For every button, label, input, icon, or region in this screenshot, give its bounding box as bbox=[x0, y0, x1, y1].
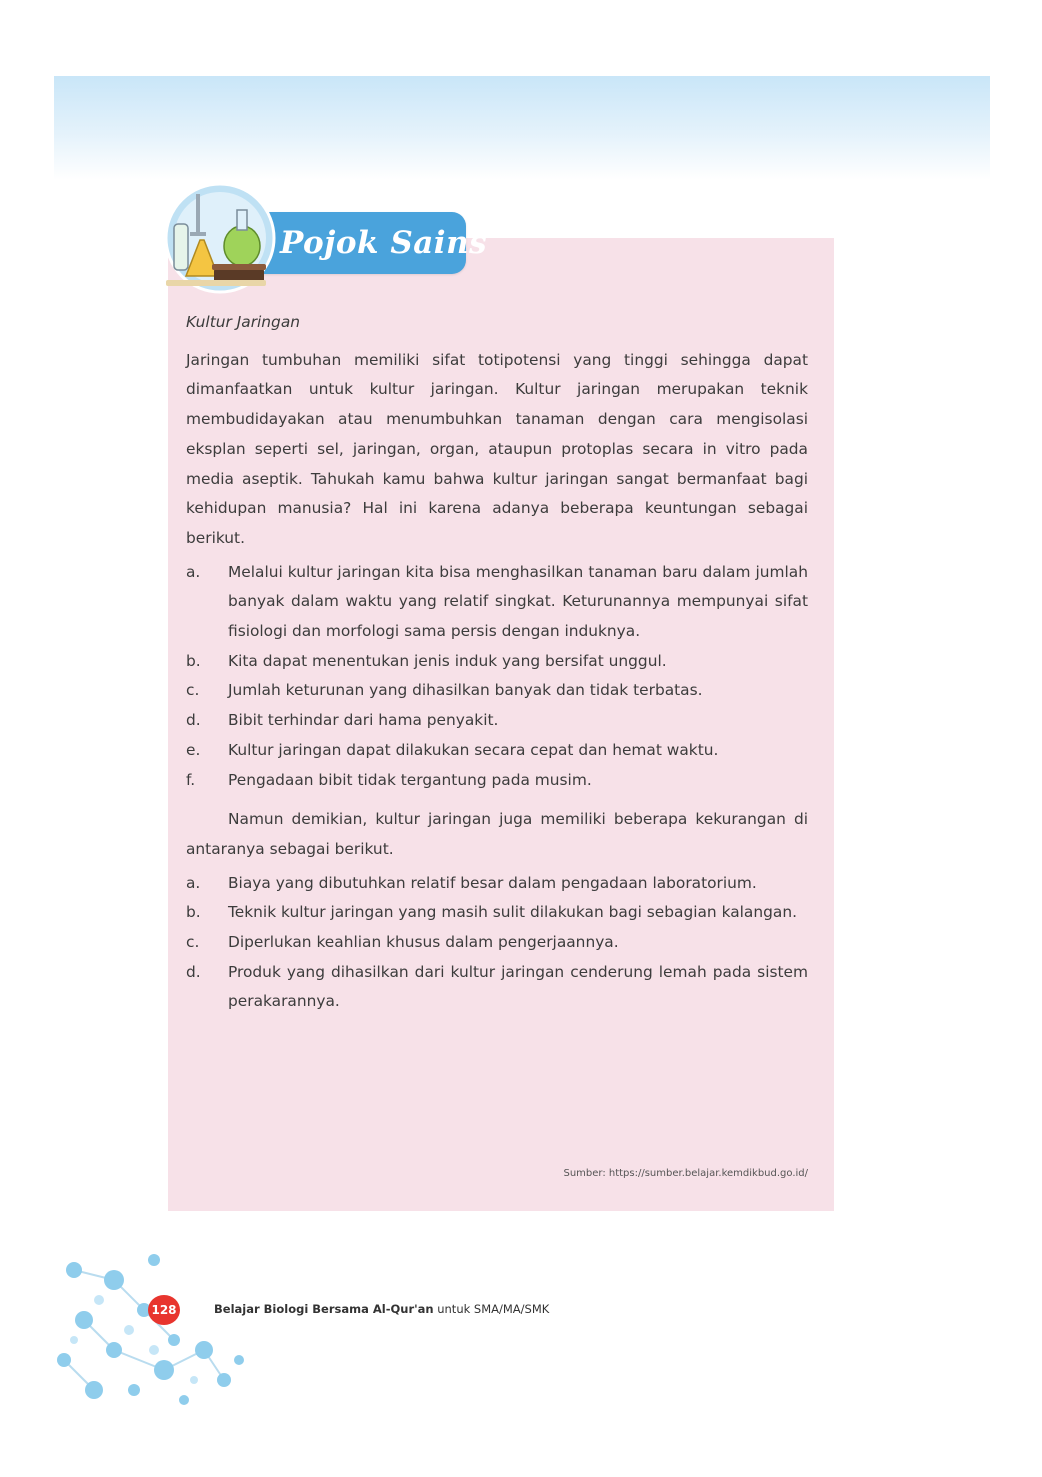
list-text: Kita dapat menentukan jenis induk yang bersifat unggul. bbox=[228, 651, 667, 670]
book-title-bold: Belajar Biologi Bersama Al-Qur'an bbox=[214, 1302, 434, 1316]
advantages-list bbox=[186, 558, 808, 796]
list-letter: a. bbox=[186, 562, 201, 581]
page-number-badge: 128 bbox=[148, 1295, 180, 1325]
list-item bbox=[186, 647, 808, 677]
list-letter: c. bbox=[186, 681, 200, 700]
list-text: Jumlah keturunan yang dihasilkan banyak dan tidak terbatas. bbox=[228, 681, 703, 700]
list-text: Melalui kultur jaringan kita bisa menghasilkan tanaman baru dalam jumlah banyak dalam waktu yang relatif singkat. Keturunannya mempunyai sifat fisiologi dan morfologi sama persis dengan induknya. bbox=[228, 562, 808, 641]
list-item bbox=[186, 558, 808, 647]
list-text: Kultur jaringan dapat dilakukan secara cepat dan hemat waktu. bbox=[228, 740, 719, 759]
list-letter: b. bbox=[186, 903, 201, 922]
list-text: Bibit terhindar dari hama penyakit. bbox=[228, 711, 499, 730]
list-item bbox=[186, 869, 808, 899]
top-header-band bbox=[54, 76, 990, 180]
intro-paragraph: Jaringan tumbuhan memiliki sifat totipotensi yang tinggi sehingga dapat dimanfaatkan untuk kultur jaringan. Kultur jaringan merupakan teknik membudidayakan atau menumbuhkan tanaman dengan cara mengisolasi eksplan seperti sel, jaringan, organ, ataupun protoplas secara in vitro pada media aseptik. Tahukah kamu bahwa kultur jaringan sangat bermanfaat bagi kehidupan manusia? Hal ini karena adanya beberapa keuntungan sebagai berikut. bbox=[186, 350, 808, 547]
list-item bbox=[186, 736, 808, 766]
disadvantages-list bbox=[186, 869, 808, 1018]
list-text: Diperlukan keahlian khusus dalam pengerjaannya. bbox=[228, 933, 619, 952]
list-item bbox=[186, 928, 808, 958]
list-letter: d. bbox=[186, 711, 201, 730]
list-letter: f. bbox=[186, 770, 196, 789]
lab-glassware-icon bbox=[160, 180, 278, 298]
list-text: Biaya yang dibutuhkan relatif besar dalam pengadaan laboratorium. bbox=[228, 873, 757, 892]
list-item bbox=[186, 676, 808, 706]
article-subtitle: Kultur Jaringan bbox=[186, 313, 301, 331]
footer-book-title bbox=[214, 1300, 549, 1318]
section-header-title: Pojok Sains bbox=[280, 225, 488, 261]
list-item bbox=[186, 706, 808, 736]
list-text: Pengadaan bibit tidak tergantung pada musim. bbox=[228, 770, 592, 789]
list-text: Teknik kultur jaringan yang masih sulit dilakukan bagi sebagian kalangan. bbox=[228, 903, 797, 922]
article-content bbox=[186, 308, 808, 1017]
list-letter: c. bbox=[186, 933, 200, 952]
list-letter: b. bbox=[186, 651, 201, 670]
list-text: Produk yang dihasilkan dari kultur jaringan cenderung lemah pada sistem perakarannya. bbox=[228, 962, 808, 1011]
book-title-rest: untuk SMA/MA/SMK bbox=[433, 1302, 550, 1316]
transition-paragraph: Namun demikian, kultur jaringan juga memiliki beberapa kekurangan di antaranya sebagai berikut. bbox=[186, 810, 808, 858]
list-item bbox=[186, 958, 808, 1017]
list-letter: d. bbox=[186, 962, 201, 981]
list-item bbox=[186, 766, 808, 796]
source-citation: Sumber: https://sumber.belajar.kemdikbud.go.id/ bbox=[563, 1168, 808, 1179]
list-item bbox=[186, 898, 808, 928]
list-letter: e. bbox=[186, 740, 201, 759]
molecule-cluster-icon bbox=[54, 1250, 254, 1410]
list-letter: a. bbox=[186, 873, 201, 892]
